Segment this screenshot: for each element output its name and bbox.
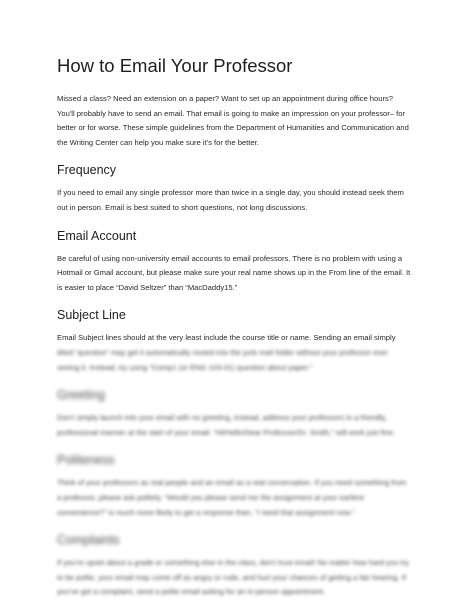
paragraph-line-blurred: a professor, please ask politely. “Would you please send me the assignment at your earliest [57,492,365,502]
paragraph-line: Hotmail or Gmail account, but please make sure your real name shows up in the From line of the email. It [57,268,411,278]
section-heading-email-account: Email Account [57,228,137,243]
paragraph-line: Email Subject lines should at the very least include the course title or name. Sending an email simply [57,333,396,343]
section-paragraph-greeting [57,411,422,440]
paragraph-line: out in person. Email is best suited to short questions, not long discussions. [57,202,308,212]
intro-line: the Writing Center can help you make sure it's for the better. [57,137,259,147]
section-heading-greeting: Greeting [57,388,105,403]
document-page [57,54,422,612]
paragraph-line-blurred: Don't simply launch into your email with no greeting, instead, address your professors in a friendly, [57,413,387,423]
intro-paragraph [57,92,422,150]
section-paragraph-subject-line [57,331,422,375]
section-paragraph-complaints [57,556,422,600]
intro-line: Missed a class? Need an extension on a paper? Want to set up an appointment during office hours? [57,94,394,103]
paragraph-line: is easier to place “David Seltzer” than “MacDaddy15.” [57,282,238,292]
paragraph-line-blurred: seeing it. Instead, try using “Comp1 (or ENG 103-01) question about paper.” [57,362,313,372]
paragraph-line-blurred: Think of your professors as real people and an email as a real conversation. If you need something from [57,478,407,488]
section-heading-complaints: Complaints [57,533,120,548]
paragraph-line-blurred: to be polite, your email may come off as angry or rude, and hurt your chances of getting a fair hearing. If [57,572,406,582]
paragraph-line: Be careful of using non-university email accounts to email professors. There is no problem with using a [57,253,403,263]
paragraph-line-blurred: convenience?” is much more likely to get a response than, “I need that assignment now.” [57,507,355,517]
intro-line: better or for worse. These simple guidelines from the Department of Humanities and Communication and [57,123,409,133]
section-heading-subject-line: Subject Line [57,308,126,323]
paragraph-line: If you need to email any single professor more than twice in a single day, you should instead seek them [57,188,404,198]
paragraph-line-blurred: you've got a complaint, send a polite email asking for an in-person appointment. [57,587,326,597]
paragraph-line-blurred: professional manner at the start of your email. “Hi/Hello/Dear Professor/Dr. Smith,” will work just fine. [57,427,396,437]
intro-line: You'll probably have to send an email. That email is going to make an impression on your professor– for [57,108,406,118]
paragraph-line-blurred: titled “question” may get it automatically routed into the junk mail folder without your professor ever [57,347,388,357]
document-title: How to Email Your Professor [57,55,293,76]
section-heading-frequency: Frequency [57,163,117,178]
section-paragraph-frequency [57,186,422,215]
section-paragraph-politeness [57,476,422,520]
section-paragraph-email-account [57,252,422,296]
paragraph-line-blurred: If you're upset about a grade or something else in the class, don't trust email! No matter how hard you try [57,558,409,568]
section-heading-politeness: Politeness [57,453,115,468]
